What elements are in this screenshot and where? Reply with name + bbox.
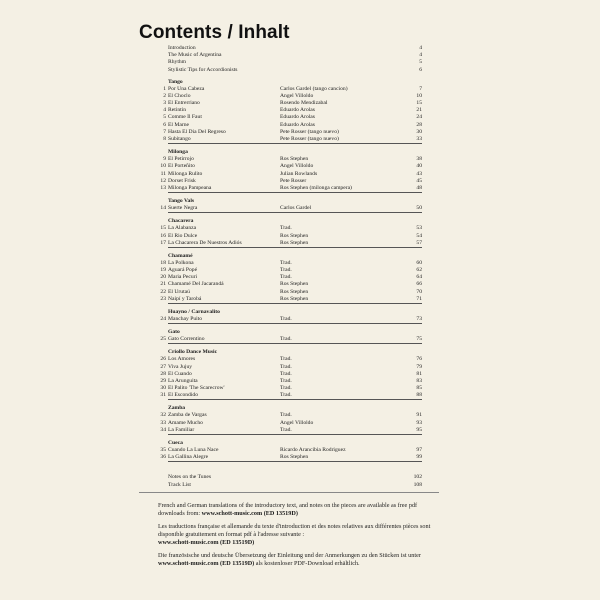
entry-number: 36 (160, 454, 166, 461)
entry-composer: Ros Stephen (280, 239, 309, 246)
entry-number: 30 (160, 385, 166, 392)
entry-title: Gato Correntino (168, 336, 205, 343)
entry-number: 2 (163, 92, 166, 99)
entry-page: 71 (416, 295, 422, 302)
footer-english-link[interactable]: www.schott-music.com (ED 13519D) (201, 510, 298, 518)
entry-page: 10 (416, 92, 422, 99)
entry-title: Zamba de Vargas (168, 412, 207, 419)
entry-composer: Trad. (280, 392, 292, 399)
toc-entry[interactable] (163, 128, 422, 136)
entry-number: 12 (160, 177, 166, 184)
entry-page: 64 (416, 274, 422, 281)
entry-number: 24 (160, 315, 166, 322)
footer-french-link[interactable]: www.schott-music.com (ED 13519D) (158, 538, 255, 546)
section-block (160, 405, 422, 435)
footer-german-text-end: als kostenloser PDF-Download erhältlich. (254, 559, 360, 567)
entry-number: 32 (160, 412, 166, 419)
entry-number: 22 (160, 288, 166, 295)
entry-composer: Trad. (280, 336, 292, 343)
toc-entry[interactable] (163, 85, 422, 93)
entry-page: 15 (416, 100, 422, 107)
entry-composer: Trad. (280, 225, 292, 232)
entry-title: Hasta El Dia Del Regreso (168, 128, 226, 135)
entry-composer: Eduardo Arolas (280, 114, 315, 121)
entry-title: La Chacarera De Nuestros Adiós (168, 239, 242, 246)
toc-entry[interactable] (160, 377, 422, 385)
toc-entry[interactable] (160, 274, 422, 281)
entry-number: 26 (160, 356, 166, 363)
entry-title: El Porteñito (168, 163, 195, 170)
divider (139, 492, 439, 493)
entry-number: 9 (163, 156, 166, 163)
entry-composer: Trad. (280, 267, 292, 274)
entry-title: Maria Pecuri (168, 274, 198, 281)
toc-entry[interactable] (168, 482, 422, 489)
toc-entry[interactable] (160, 315, 422, 324)
toc-entry[interactable] (160, 170, 422, 178)
entry-composer: Trad. (280, 412, 292, 419)
toc-entry[interactable] (163, 156, 422, 163)
entry-title: Milonga Rulito (168, 170, 203, 177)
toc-entry[interactable] (160, 225, 422, 232)
section-block (160, 197, 422, 213)
section-heading: Gato (168, 328, 180, 335)
section-heading: Huayno / Carnavalito (168, 308, 220, 315)
entry-page: 79 (416, 363, 422, 370)
entry-composer: Angel Villoldo (280, 163, 314, 170)
page-title: Contents / Inhalt (139, 22, 290, 43)
table-of-contents (160, 45, 422, 489)
entry-title: El Cuando (168, 370, 192, 377)
entry-composer: Trad. (280, 356, 292, 363)
entry-page: 88 (416, 392, 422, 399)
entry-title: Track List (168, 481, 191, 488)
entry-number: 17 (160, 239, 166, 246)
entry-page: 73 (416, 315, 422, 322)
toc-entry[interactable] (160, 446, 422, 454)
toc-entry[interactable] (160, 239, 422, 248)
section-block (160, 149, 422, 193)
entry-composer: Angel Villoldo (280, 92, 314, 99)
entry-composer: Ros Stephen (milonga campera) (280, 184, 352, 191)
footer-french-text: Les traductions française et allemande du texte d'introduction et des notes relatives aux différentes pièces sont disponible gratuitement en format pdf à l'adresse suivante : (158, 522, 431, 538)
entry-composer: Trad. (280, 377, 292, 384)
entry-page: 45 (416, 177, 422, 184)
entry-number: 10 (160, 163, 166, 170)
entry-number: 23 (160, 295, 166, 302)
entry-title: Suerte Negra (168, 205, 198, 212)
entry-title: La Arunguita (168, 377, 198, 384)
entry-page: 48 (416, 184, 422, 191)
entry-number: 35 (160, 446, 166, 453)
entry-composer: Carlos Gardel (280, 205, 312, 212)
section-heading: Cueca (168, 439, 183, 446)
entry-page: 97 (416, 446, 422, 453)
entry-page: 70 (416, 288, 422, 295)
entry-page: 57 (416, 239, 422, 246)
entry-page: 50 (416, 205, 422, 212)
entry-composer: Rosendo Mendizabal (280, 100, 328, 107)
entry-title: Amame Mucho (168, 419, 203, 426)
entry-composer: Julian Rowlands (280, 170, 318, 177)
entry-title: La Polkona (168, 259, 194, 266)
entry-title: El Rio Dulce (168, 232, 198, 239)
entry-composer: Trad. (280, 426, 292, 433)
entry-number: 15 (160, 225, 166, 232)
intro-block (168, 45, 422, 74)
entry-composer: Eduardo Arolas (280, 107, 315, 114)
end-matter-block (168, 474, 422, 488)
entry-title: Retintin (168, 107, 187, 114)
toc-entry[interactable] (160, 370, 422, 378)
entry-page: 4 (419, 52, 422, 59)
entry-page: 43 (416, 170, 422, 177)
entry-title: Milonga Pampeana (168, 184, 212, 191)
toc-entry[interactable] (160, 205, 422, 213)
toc-entry[interactable] (160, 232, 422, 240)
entry-page: 6 (419, 66, 422, 73)
section-heading: Criollo Dance Music (168, 349, 218, 356)
entry-composer: Pete Rosser (tango nuevo) (280, 128, 339, 135)
toc-entry[interactable] (160, 163, 422, 170)
entry-number: 16 (160, 232, 166, 239)
entry-number: 21 (160, 281, 166, 288)
toc-entry[interactable] (163, 92, 422, 100)
entry-title: Viva Jujuy (168, 363, 193, 370)
section-block (160, 252, 422, 304)
entry-composer: Trad. (280, 315, 292, 322)
entry-page: 33 (416, 136, 422, 143)
entry-composer: Ros Stephen (280, 232, 309, 239)
entry-number: 29 (160, 377, 166, 384)
entry-page: 85 (416, 385, 422, 392)
entry-number: 4 (163, 107, 166, 114)
toc-entry[interactable] (160, 419, 422, 427)
entry-number: 3 (163, 100, 166, 107)
toc-entry[interactable] (160, 267, 422, 274)
footer-notes (158, 502, 433, 572)
entry-number: 34 (160, 426, 166, 433)
toc-entry[interactable] (163, 114, 422, 121)
entry-page: 76 (416, 356, 422, 363)
toc-entry[interactable] (168, 67, 422, 74)
toc-entry[interactable] (163, 107, 422, 114)
entry-number: 31 (160, 392, 166, 399)
entry-number: 1 (163, 85, 166, 92)
toc-entry[interactable] (160, 295, 422, 304)
toc-entry[interactable] (160, 412, 422, 419)
entry-composer: Pete Rosser (tango nuevo) (280, 136, 339, 143)
entry-title: Rhythm (168, 59, 187, 66)
entry-number: 13 (160, 184, 166, 191)
entry-number: 6 (163, 121, 166, 128)
toc-entry[interactable] (160, 392, 422, 400)
entry-title: Los Amores (168, 356, 196, 363)
toc-entry[interactable] (168, 59, 422, 66)
entry-title: El Marne (168, 121, 189, 128)
entry-title: Comme Il Faut (168, 114, 202, 121)
entry-page: 40 (416, 163, 422, 170)
entry-composer: Ricardo Arancibia Rodriguez (280, 446, 346, 453)
section-block (163, 78, 422, 145)
entry-title: Introduction (168, 45, 196, 51)
toc-entry[interactable] (160, 288, 422, 296)
entry-page: 83 (416, 377, 422, 384)
entry-number: 28 (160, 370, 166, 377)
entry-number: 14 (160, 205, 166, 212)
entry-composer: Ros Stephen (280, 156, 309, 163)
entry-page: 81 (416, 370, 422, 377)
entry-composer: Ros Stephen (280, 281, 309, 288)
toc-entry[interactable] (168, 52, 422, 59)
section-heading: Chamamé (168, 252, 193, 259)
section-block (160, 308, 422, 324)
toc-entry[interactable] (160, 336, 422, 344)
entry-page: 53 (416, 225, 422, 232)
entry-title: Manchay Puito (168, 315, 203, 322)
entry-number: 5 (163, 114, 166, 121)
entry-number: 33 (160, 419, 166, 426)
toc-entry[interactable] (160, 184, 422, 193)
entry-page: 38 (416, 156, 422, 163)
footer-german (158, 552, 433, 568)
entry-page: 60 (416, 259, 422, 266)
entry-page: 93 (416, 419, 422, 426)
entry-composer: Trad. (280, 259, 292, 266)
entry-number: 25 (160, 336, 166, 343)
entry-page: 24 (416, 114, 422, 121)
entry-number: 20 (160, 274, 166, 281)
entry-title: Notes on the Tunes (168, 474, 212, 481)
entry-title: El Entrerriano (168, 100, 200, 107)
entry-title: El Urutaú (168, 288, 190, 295)
entry-title: Chamamé Del Jacarandá (168, 281, 224, 288)
entry-page: 4 (419, 45, 422, 51)
toc-entry[interactable] (163, 121, 422, 129)
entry-composer: Trad. (280, 363, 292, 370)
entry-composer: Trad. (280, 274, 292, 281)
entry-title: El Choclo (168, 92, 191, 99)
footer-german-text: Die französische und deutsche Übersetzung der Einleitung und der Anmerkungen zu den Stücken ist unter (158, 551, 421, 559)
entry-page: 99 (416, 454, 422, 461)
entry-composer: Carlos Gardel (tango cancion) (280, 85, 348, 92)
section-block (160, 349, 422, 400)
entry-page: 66 (416, 281, 422, 288)
toc-entry[interactable] (160, 426, 422, 435)
section-heading: Tango (168, 78, 183, 85)
entry-title: El Palito 'The Scarecrow' (168, 385, 225, 392)
toc-entry[interactable] (160, 177, 422, 185)
footer-english-text: French and German translations of the introductory text, and notes on the pieces are available as free pdf downloads from: (158, 502, 418, 518)
entry-title: Naipí y Tarobá (168, 295, 202, 302)
entry-page: 102 (413, 474, 422, 481)
section-block (160, 439, 422, 463)
entry-title: La Gallina Alegre (168, 454, 209, 461)
entry-page: 21 (416, 107, 422, 114)
entry-composer: Ros Stephen (280, 454, 309, 461)
toc-entry[interactable] (160, 356, 422, 363)
entry-title: El Escondido (168, 392, 198, 399)
entry-number: 11 (160, 170, 166, 177)
footer-english (158, 502, 433, 518)
entry-composer: Pete Rosser (280, 177, 307, 184)
entry-title: Stylistic Tips for Accordionists (168, 66, 238, 73)
entry-number: 7 (163, 128, 166, 135)
entry-title: Subitango (168, 136, 191, 143)
section-heading: Chacarera (168, 218, 194, 225)
entry-page: 62 (416, 267, 422, 274)
entry-page: 7 (419, 85, 422, 92)
entry-page: 5 (419, 59, 422, 66)
entry-title: Dorset Frisk (168, 177, 196, 184)
entry-page: 108 (413, 481, 422, 488)
entry-title: Por Una Cabeza (168, 85, 205, 92)
entry-page: 30 (416, 128, 422, 135)
entry-composer: Trad. (280, 370, 292, 377)
footer-french (158, 523, 433, 547)
entry-composer: Angel Villoldo (280, 419, 314, 426)
entry-page: 54 (416, 232, 422, 239)
entry-number: 18 (160, 259, 166, 266)
entry-title: La Alabanza (168, 225, 197, 232)
entry-composer: Trad. (280, 385, 292, 392)
entry-title: The Music of Argentina (168, 52, 222, 59)
toc-entry[interactable] (160, 385, 422, 392)
entry-page: 95 (416, 426, 422, 433)
entry-number: 27 (160, 363, 166, 370)
entry-composer: Eduardo Arolas (280, 121, 315, 128)
toc-entry[interactable] (168, 474, 422, 481)
toc-entry[interactable] (160, 363, 422, 371)
entry-title: Cuando La Luna Nace (168, 446, 219, 453)
section-heading: Tango Vals (168, 197, 195, 204)
toc-entry[interactable] (160, 259, 422, 267)
entry-title: El Petirrojo (168, 156, 194, 163)
entry-composer: Ros Stephen (280, 295, 309, 302)
entry-title: Aguará Popé (168, 267, 198, 274)
section-block (160, 328, 422, 344)
toc-entry[interactable] (160, 454, 422, 462)
section-block (160, 218, 422, 248)
footer-german-link[interactable]: www.schott-music.com (ED 13519D) (158, 559, 255, 567)
entry-title: La Familiar (168, 426, 195, 433)
entry-composer: Ros Stephen (280, 288, 309, 295)
entry-number: 8 (163, 136, 166, 143)
entry-page: 91 (416, 412, 422, 419)
section-heading: Zamba (168, 405, 186, 412)
toc-entry[interactable] (163, 100, 422, 107)
entry-number: 19 (160, 267, 166, 274)
toc-entry[interactable] (160, 281, 422, 288)
entry-page: 75 (416, 336, 422, 343)
toc-entry[interactable] (163, 136, 422, 144)
section-heading: Milonga (168, 149, 188, 156)
entry-page: 28 (416, 121, 422, 128)
